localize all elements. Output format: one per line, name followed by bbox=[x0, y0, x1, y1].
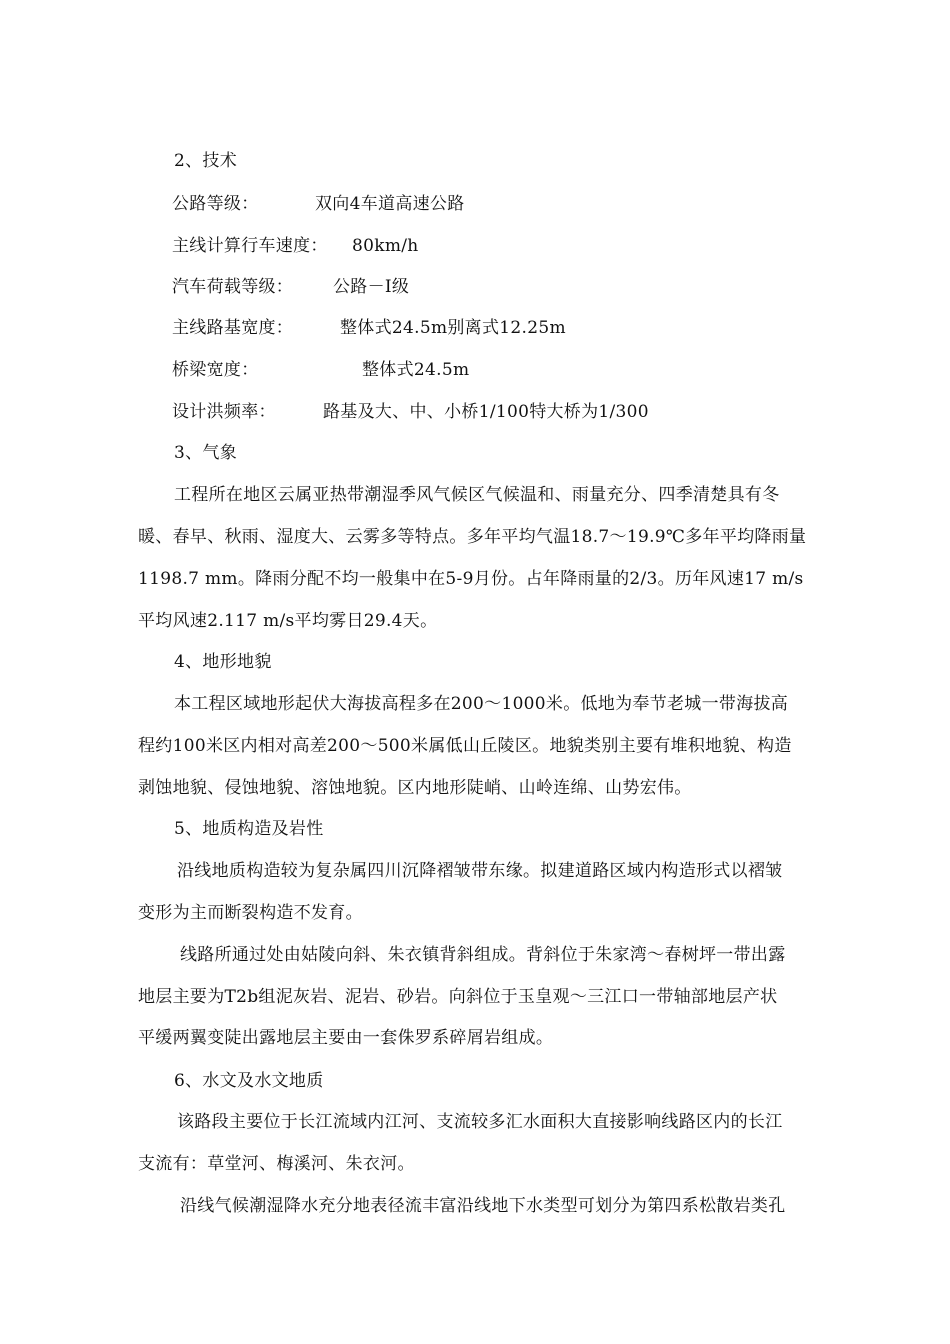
paragraph-line: 沿线气候潮湿降水充分地表径流丰富沿线地下水类型可划分为第四系松散岩类孔 bbox=[180, 1196, 786, 1216]
spec-value: 双向4车道高速公路 bbox=[315, 194, 465, 214]
paragraph-line: 平均风速2.117 m/s平均雾日29.4天。 bbox=[138, 611, 438, 631]
paragraph-line: 变形为主而断裂构造不发育。 bbox=[138, 903, 363, 923]
paragraph-line: 剥蚀地貌、侵蚀地貌、溶蚀地貌。区内地形陡峭、山岭连绵、山势宏伟。 bbox=[138, 778, 692, 798]
paragraph-line: 1198.7 mm。降雨分配不均一般集中在5-9月份。占年降雨量的2/3。历年风速17 m/s bbox=[138, 569, 804, 589]
section-heading-terrain: 4、地形地貌 bbox=[174, 652, 272, 672]
spec-label: 汽车荷载等级： bbox=[172, 277, 294, 297]
section-heading-geology: 5、地质构造及岩性 bbox=[174, 819, 324, 839]
paragraph-line: 支流有：草堂河、梅溪河、朱衣河。 bbox=[138, 1154, 415, 1174]
section-heading-technical: 2、技术 bbox=[174, 151, 238, 171]
paragraph-line: 平缓两翼变陡出露地层主要由一套侏罗系碎屑岩组成。 bbox=[138, 1028, 554, 1048]
spec-label: 主线计算行车速度： bbox=[172, 236, 328, 256]
paragraph-line: 该路段主要位于长江流域内江河、支流较多汇水面积大直接影响线路区内的长江 bbox=[177, 1112, 783, 1132]
section-heading-climate: 3、气象 bbox=[174, 443, 238, 463]
section-heading-hydrology: 6、水文及水文地质 bbox=[174, 1071, 324, 1091]
spec-label: 公路等级： bbox=[172, 194, 259, 214]
spec-value: 公路－Ⅰ级 bbox=[333, 277, 410, 297]
paragraph-line: 线路所通过处由姑陵向斜、朱衣镇背斜组成。背斜位于朱家湾～春树坪一带出露 bbox=[180, 945, 786, 965]
spec-value: 路基及大、中、小桥1/100特大桥为1/300 bbox=[323, 402, 649, 422]
paragraph-line: 暖、春早、秋雨、湿度大、云雾多等特点。多年平均气温18.7～19.9℃多年平均降雨量 bbox=[138, 527, 807, 547]
spec-value: 整体式24.5m bbox=[362, 360, 470, 380]
paragraph-line: 工程所在地区云属亚热带潮湿季风气候区气候温和、雨量充分、四季清楚具有冬 bbox=[174, 485, 780, 505]
paragraph-line: 地层主要为T2b组泥灰岩、泥岩、砂岩。向斜位于玉皇观～三江口一带轴部地层产状 bbox=[138, 987, 778, 1007]
spec-label: 桥梁宽度： bbox=[172, 360, 259, 380]
spec-label: 设计洪频率： bbox=[172, 402, 276, 422]
spec-value: 整体式24.5m别离式12.25m bbox=[340, 318, 566, 338]
spec-label: 主线路基宽度： bbox=[172, 318, 294, 338]
spec-value: 80km/h bbox=[352, 236, 419, 256]
paragraph-line: 沿线地质构造较为复杂属四川沉降褶皱带东缘。拟建道路区域内构造形式以褶皱 bbox=[177, 861, 783, 881]
paragraph-line: 本工程区域地形起伏大海拔高程多在200～1000米。低地为奉节老城一带海拔高 bbox=[174, 694, 789, 714]
paragraph-line: 程约100米区内相对高差200～500米属低山丘陵区。地貌类别主要有堆积地貌、构造 bbox=[138, 736, 792, 756]
